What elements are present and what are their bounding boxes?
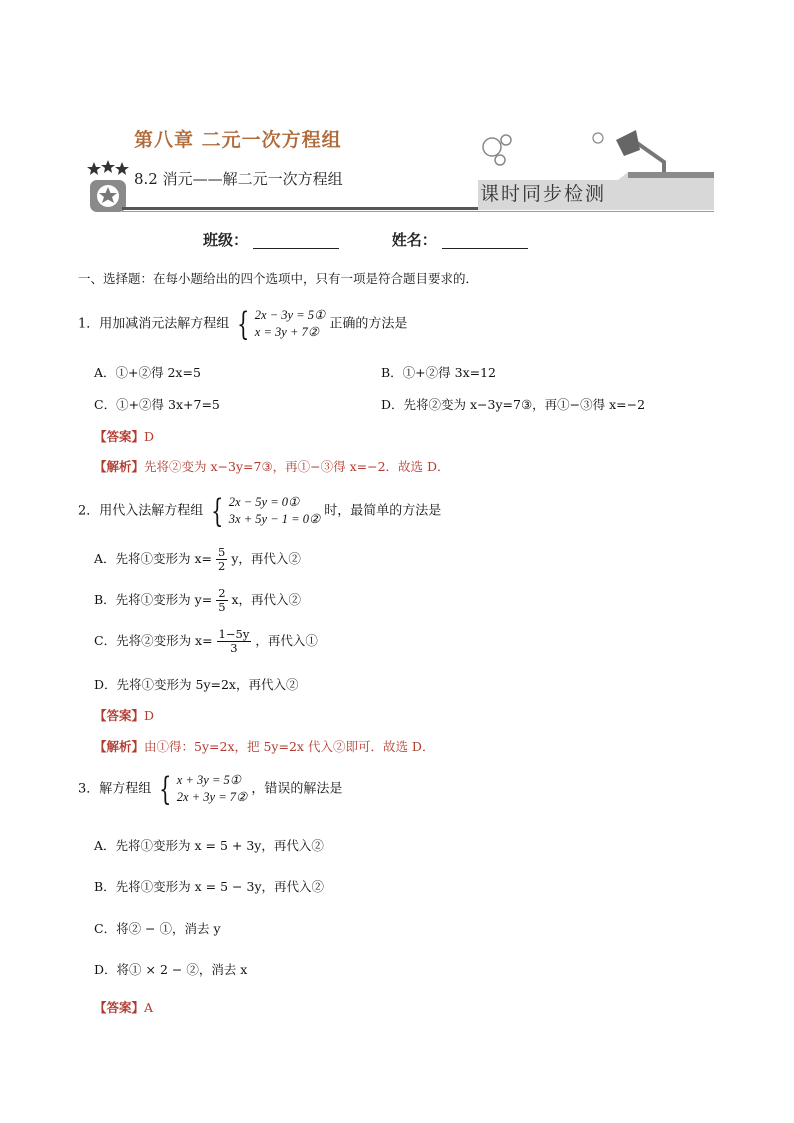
equation-row: x = 3y + 7② (254, 325, 319, 339)
class-field[interactable] (253, 234, 339, 249)
analysis-tag: 【解析】 (94, 739, 145, 754)
option-b[interactable]: B．先将①变形为 x = 5 − 3y，再代入② (94, 879, 325, 894)
equation-system: { 2x − 5y = 0① 3x + 5y − 1 = 0② (211, 492, 321, 530)
equation-system: { 2x − 3y = 5① x = 3y + 7② (237, 305, 326, 343)
question-stem-suffix: 时，最简单的方法是 (324, 503, 442, 519)
option-a[interactable]: A．①+②得 2x=5 (94, 365, 201, 380)
equation-row: x + 3y = 5① (176, 773, 241, 787)
analysis-line (94, 457, 450, 475)
name-label: 姓名： (391, 231, 437, 249)
question-3 (78, 772, 342, 806)
answer-line (94, 427, 154, 445)
analysis-line (94, 737, 434, 755)
question-stem-suffix: 正确的方法是 (329, 316, 408, 332)
answer-tag: 【答案】 (94, 429, 145, 444)
equation-row: 3x + 5y − 1 = 0② (228, 512, 321, 526)
option-c[interactable] (94, 628, 318, 655)
option-b[interactable] (94, 587, 301, 614)
question-stem: 用代入法解方程组 (99, 503, 204, 519)
class-label: 班级： (203, 231, 249, 249)
question-number: 3． (78, 781, 100, 797)
option-text: y，再代入② (231, 551, 301, 566)
question-stem: 用加减消元法解方程组 (99, 316, 230, 332)
equation-row: 2x + 3y = 7② (176, 790, 248, 804)
fraction: $\frac{5}{2}$ (218, 545, 226, 573)
answer-value: D (144, 708, 155, 723)
equation-row: 2x − 3y = 5① (254, 308, 326, 322)
option-text: B．先将①变形为 y= (94, 592, 213, 607)
answer-value: D (144, 429, 155, 444)
question-stem: 解方程组 (99, 781, 152, 797)
section-title: 8.2 消元——解二元一次方程组 (134, 170, 343, 188)
question-number: 2． (78, 503, 100, 519)
option-a[interactable] (94, 546, 301, 573)
equation-row: 2x − 5y = 0① (228, 495, 300, 509)
equation-system: { x + 3y = 5① 2x + 3y = 7② (159, 770, 248, 808)
fraction: $\frac{2}{5}$ (218, 586, 226, 614)
student-info (203, 229, 528, 250)
option-c[interactable]: C．①+②得 3x+7=5 (94, 397, 220, 412)
question-stem-suffix: ，错误的解法是 (251, 781, 343, 797)
section-instruction: 一、选择题：在每小题给出的四个选项中，只有一项是符合题目要求的． (78, 271, 479, 286)
chapter-title: 第八章 二元一次方程组 (134, 129, 342, 151)
option-text: A．先将①变形为 x= (94, 551, 213, 566)
option-text: ，再代入① (255, 633, 318, 648)
header-rule-thin (122, 211, 714, 212)
analysis-text: 先将②变为 x−3y=7③，再①−③得 x=−2．故选 D． (144, 459, 450, 474)
question-number: 1． (78, 316, 100, 332)
answer-tag: 【答案】 (94, 1000, 145, 1015)
sync-label: 课时同步检测 (480, 183, 607, 205)
analysis-tag: 【解析】 (94, 459, 145, 474)
answer-line (94, 998, 153, 1016)
option-d[interactable]: D．先将①变形为 5y=2x，再代入② (94, 677, 299, 692)
option-c[interactable]: C．将② − ①，消去 y (94, 921, 221, 936)
question-1 (78, 307, 407, 341)
answer-value: A (144, 1000, 154, 1015)
option-text: x，再代入② (231, 592, 302, 607)
fraction: $\frac{1-5y}{3}$ (218, 627, 250, 655)
option-d[interactable]: D．先将②变为 x−3y=7③，再①−③得 x=−2 (381, 397, 646, 412)
answer-tag: 【答案】 (94, 708, 145, 723)
name-field[interactable] (442, 234, 528, 249)
option-text: C．先将②变形为 x= (94, 633, 213, 648)
option-b[interactable]: B．①+②得 3x=12 (381, 365, 497, 380)
question-2 (78, 494, 441, 528)
option-d[interactable]: D．将① × 2 − ②，消去 x (94, 962, 248, 977)
answer-line (94, 706, 154, 724)
analysis-text: 由①得：5y=2x，把 5y=2x 代入②即可．故选 D． (144, 739, 435, 754)
option-a[interactable]: A．先将①变形为 x = 5 + 3y，再代入② (94, 838, 324, 853)
